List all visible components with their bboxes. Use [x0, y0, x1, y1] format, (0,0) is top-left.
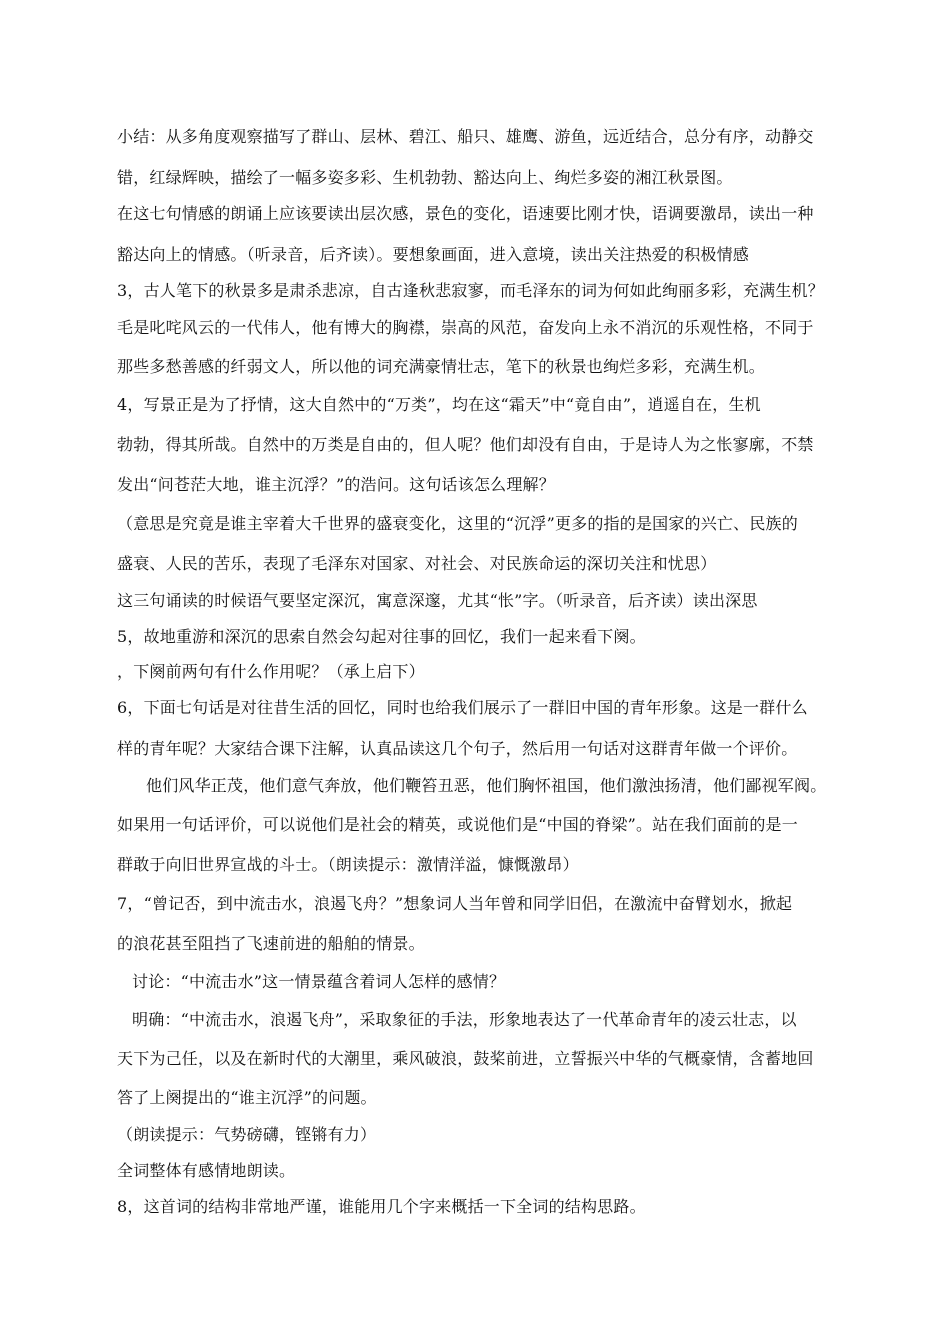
text-line: 的浪花甚至阻挡了飞速前进的船舶的情景。: [117, 934, 425, 953]
text-line: 3，古人笔下的秋景多是肃杀悲凉，自古逢秋悲寂寥，而毛泽东的词为何如此绚丽多彩，充满生机？: [117, 281, 824, 300]
text-line: 那些多愁善感的纤弱文人，所以他的词充满豪情壮志，笔下的秋景也绚烂多彩，充满生机。: [117, 357, 766, 376]
text-line: 盛衰、人民的苦乐，表现了毛泽东对国家、对社会、对民族命运的深切关注和忧思）: [117, 554, 717, 573]
text-line: 全词整体有感情地朗读。: [117, 1161, 296, 1180]
text-line: 勃勃，得其所哉。自然中的万类是自由的，但人呢？他们却没有自由，于是诗人为之怅寥廓，不禁: [117, 435, 814, 454]
text-line: 错，红绿辉映，描绘了一幅多姿多彩、生机勃勃、豁达向上、绚烂多姿的湘江秋景图。: [117, 168, 733, 187]
text-line: 毛是叱咤风云的一代伟人，他有博大的胸襟，崇高的风范，奋发向上永不消沉的乐观性格，不同于: [117, 318, 814, 337]
text-line: 发出“问苍茫大地，谁主沉浮？”的浩问。这句话该怎么理解？: [117, 475, 555, 494]
text-line: 这三句诵读的时候语气要坚定深沉，寓意深邃，尤其“怅”字。（听录音，后齐读）读出深思: [117, 591, 758, 610]
text-line: 6，下面七句话是对往昔生活的回忆，同时也给我们展示了一群旧中国的青年形象。这是一群什么: [117, 698, 808, 717]
text-line: 5，故地重游和深沉的思索自然会勾起对往事的回忆，我们一起来看下阕。: [117, 627, 646, 646]
text-line: 小结：从多角度观察描写了群山、层林、碧江、船只、雄鹰、游鱼，远近结合，总分有序，动静交: [117, 127, 814, 146]
text-line: 如果用一句话评价，可以说他们是社会的精英，或说他们是“中国的脊梁”。站在我们面前的是一: [117, 815, 798, 834]
text-line: 样的青年呢？大家结合课下注解，认真品读这几个句子，然后用一句话对这群青年做一个评价。: [117, 739, 798, 758]
text-line: 8，这首词的结构非常地严谨，谁能用几个字来概括一下全词的结构思路。: [117, 1197, 646, 1216]
text-line: 他们风华正茂，他们意气奔放，他们鞭笞丑恶，他们胸怀祖国，他们激浊扬清，他们鄙视军阀。: [146, 776, 827, 795]
text-line: ，下阕前两句有什么作用呢？（承上启下）: [117, 662, 425, 681]
text-line: 7，“曾记否，到中流击水，浪遏飞舟？”想象词人当年曾和同学旧侣，在激流中奋臂划水，掀起: [117, 894, 793, 913]
text-line: 豁达向上的情感。（听录音，后齐读）。要想象画面，进入意境，读出关注热爱的积极情感: [117, 245, 750, 264]
text-line: 4，写景正是为了抒情，这大自然中的“万类”，均在这“霜天”中“竟自由”，逍遥自在，生机: [117, 395, 761, 414]
text-line: 在这七句情感的朗诵上应该要读出层次感，景色的变化，语速要比刚才快，语调要激昂，读出一种: [117, 204, 814, 223]
text-line: 答了上阕提出的“谁主沉浮”的问题。: [117, 1088, 377, 1107]
text-line: 天下为己任，以及在新时代的大潮里，乘风破浪，鼓桨前进，立誓振兴中华的气概豪情，含蓄地回: [117, 1049, 814, 1068]
text-line: （朗读提示：气势磅礴，铿锵有力）: [117, 1125, 377, 1144]
text-line: 明确：“中流击水，浪遏飞舟”，采取象征的手法，形象地表达了一代革命青年的凌云壮志，以: [132, 1010, 797, 1029]
text-line: （意思是究竟是谁主宰着大千世界的盛衰变化，这里的“沉浮”更多的指的是国家的兴亡、民族的: [117, 514, 798, 533]
text-line: 群敢于向旧世界宣战的斗士。（朗读提示：激情洋溢，慷慨激昂）: [117, 855, 579, 874]
text-line: 讨论：“中流击水”这一情景蕴含着词人怎样的感情？: [132, 972, 506, 991]
